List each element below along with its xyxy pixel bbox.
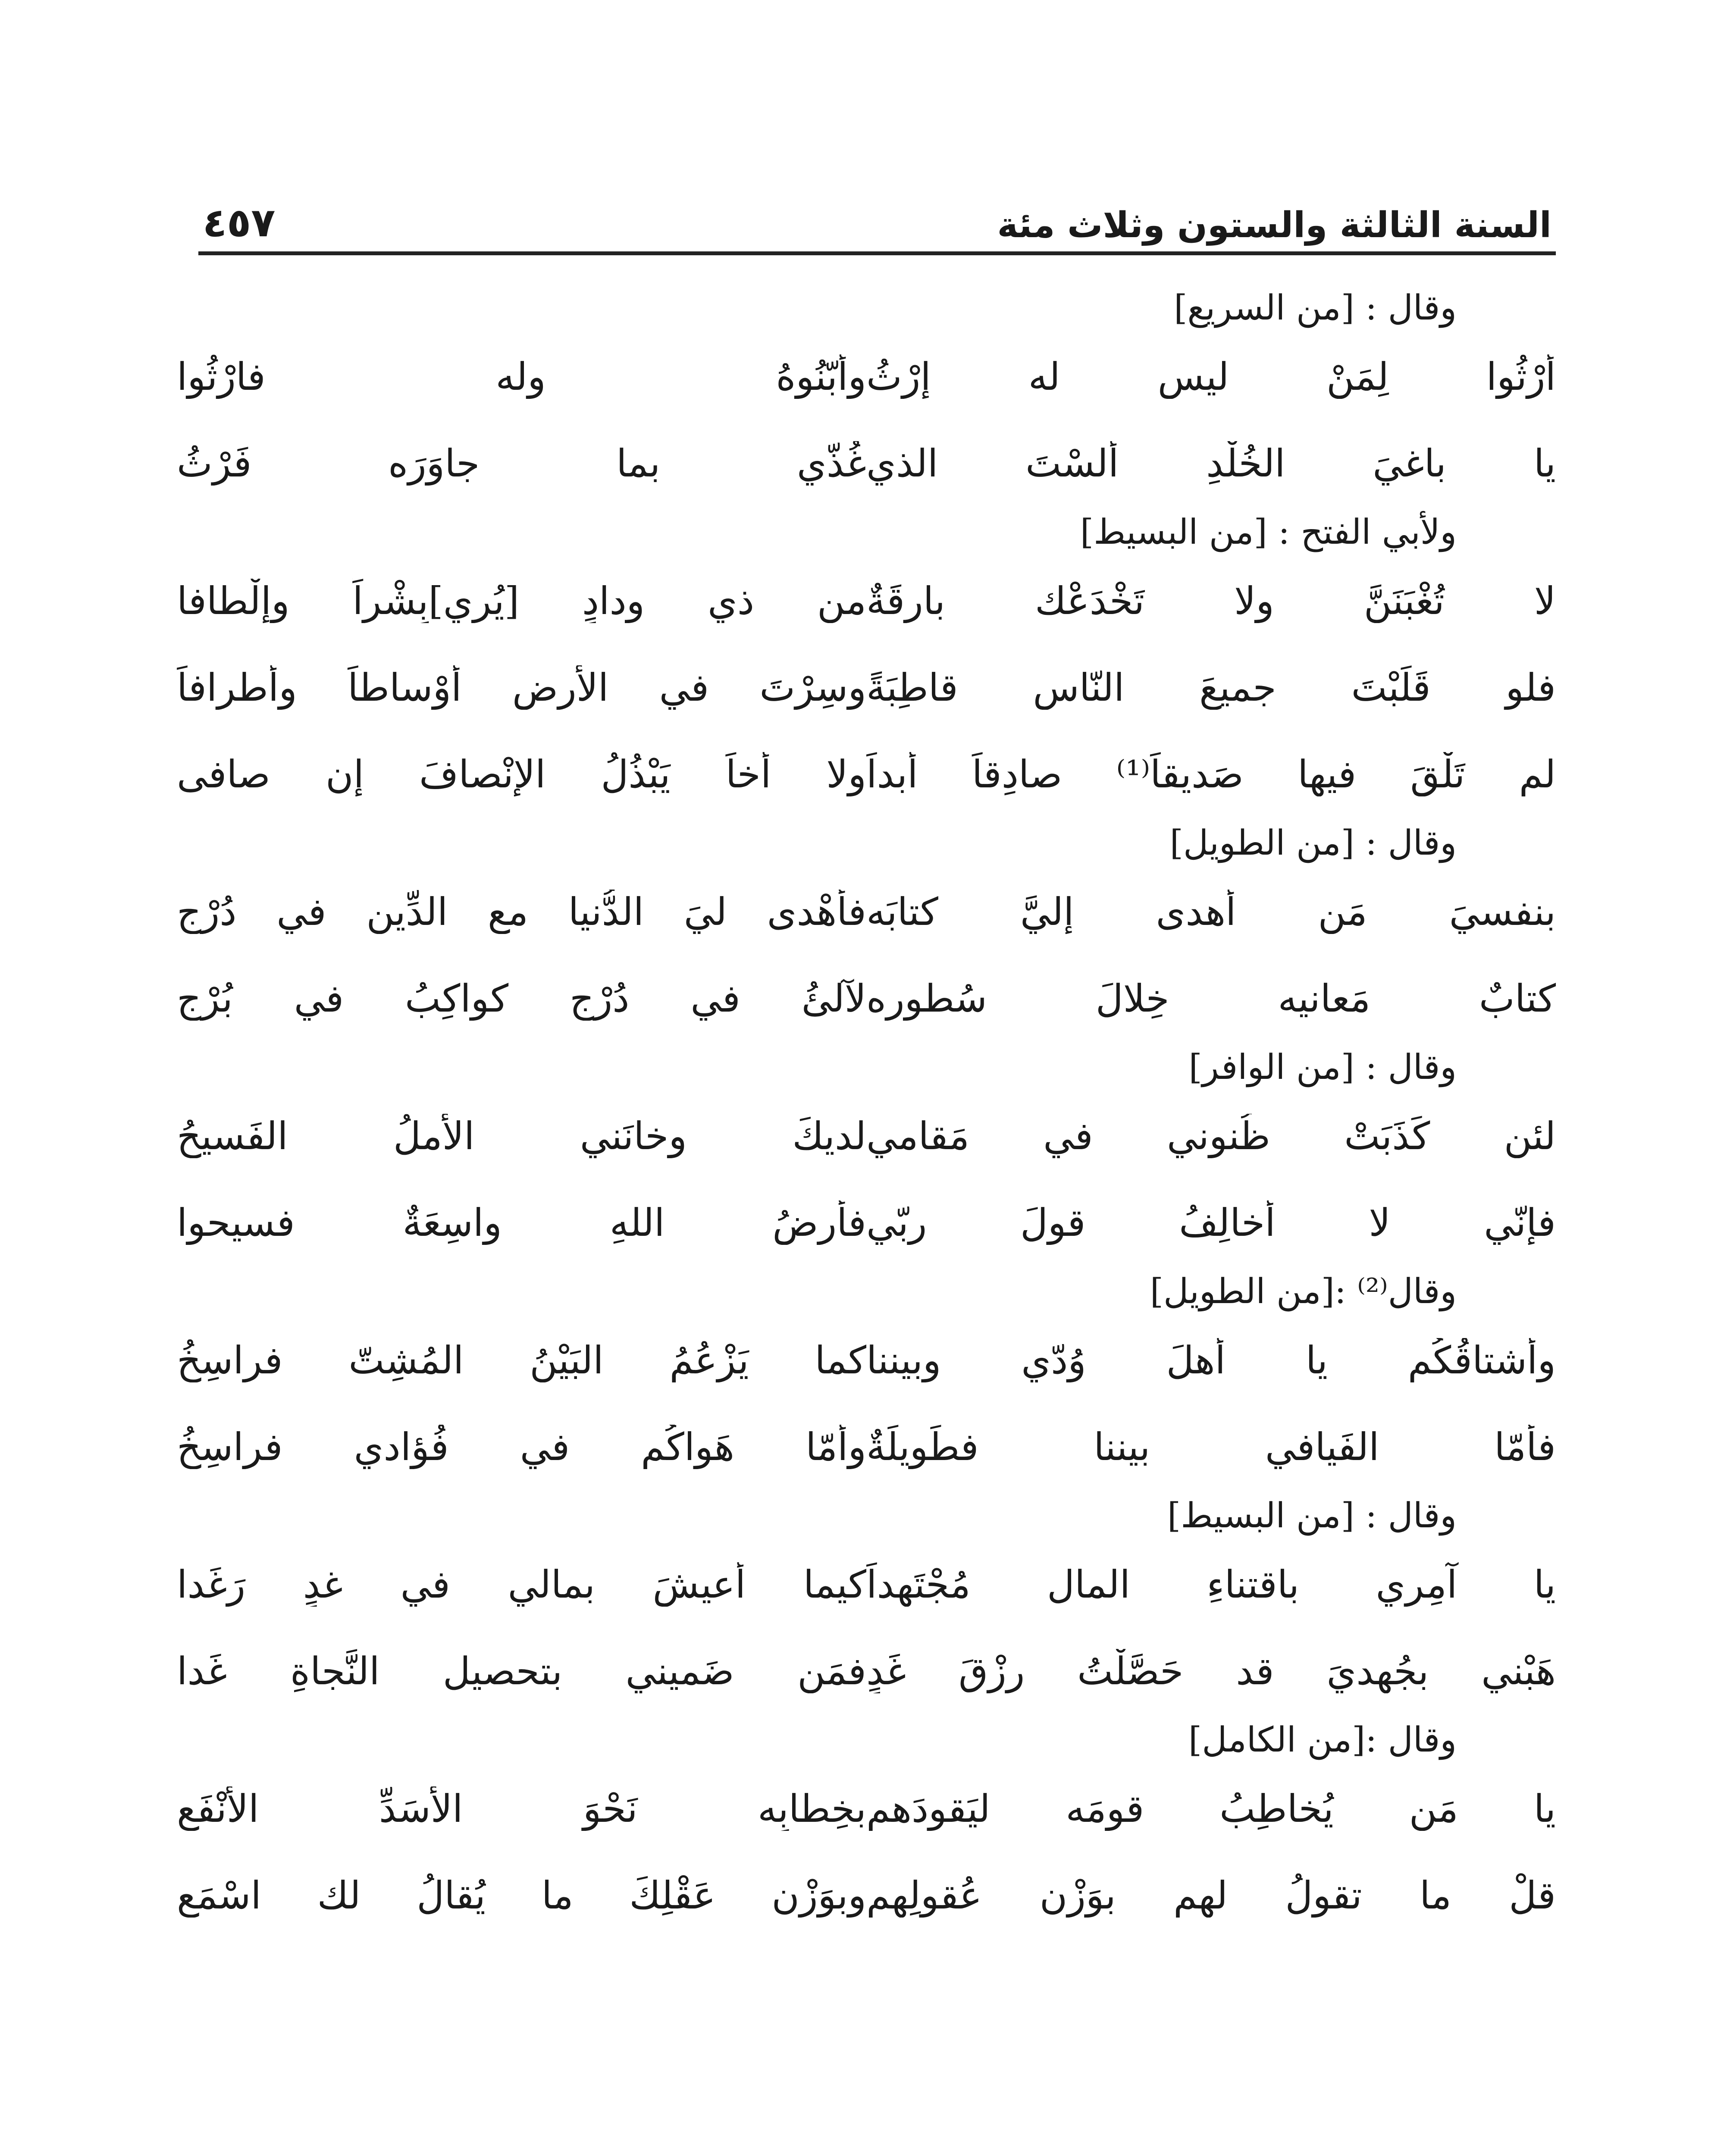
running-head [203,168,1552,246]
first-hemistich: أُرْثُوا لِمَنْ ليس له إرْثُ [866,354,1556,399]
second-hemistich: فأهْدى ليَ الدُّنيا مع الدِّينِ في دُرْجِ [177,890,866,934]
second-hemistich: وأبّنُوهُ وله فارْثُوا [177,354,866,399]
running-title: السنة الثالثة والستون وثلاث مئة [997,205,1552,246]
poem-section [177,507,1556,818]
first-hemistich: كتابٌ مَعانيه خِلالَ سُطورِه [866,976,1556,1021]
verse [177,955,1556,1042]
verse [177,420,1556,507]
first-hemistich: لا تُغْبَنَنَّ ولا تَخْدَعْك بارِقَةٌ [866,579,1556,623]
poem-section [177,282,1556,507]
second-hemistich: بخِطابِه نَحْوَ الأسَدِّ الأنْفَعِ [177,1786,866,1831]
first-hemistich: وأشتاقُكُم يا أهلَ وُدّي وبيننا [866,1338,1556,1382]
second-hemistich: من ذي وِدادٍ [يُري]بِشْراً وإلْطافا [177,579,866,623]
second-hemistich: فأرضُ اللهِ واسِعَةٌ فسيحوا [177,1200,866,1245]
first-hemistich: فإنّي لا أُخالِفُ قولَ ربّي [866,1200,1556,1245]
poem-section [177,1714,1556,1939]
section-intro: وقال :[من الكامل] [1188,1720,1457,1760]
first-hemistich: بنفسيَ مَن أهدى إليَّ كتابَه [866,890,1556,934]
second-hemistich: وبوَزْنِ عَقْلِكَ ما يُقالُ لك اسْمَعِ [177,1873,866,1918]
section-intro: وقال : [من البسيط] [1167,1495,1457,1536]
section-intro: وقال : [من الطويل] [1169,823,1457,863]
section-intro: وقال⁽²⁾ :[من الطويل] [1150,1271,1457,1311]
second-hemistich: لآلئُ في دُرْجٍ كواكِبُ في بُرْجِ [177,976,866,1021]
verse [177,1541,1556,1628]
section-intro: ولأبي الفتح : [من البسيط] [1080,512,1457,552]
second-hemistich: كما يَزْعُمُ البَيْنُ المُشِتّ فراسِخُ [177,1338,866,1382]
second-hemistich: غُذّي بما جاوَرَه فَرْثُ [177,441,866,486]
second-hemistich: وأمّا هَواكُم في فُؤادي فراسِخُ [177,1425,866,1469]
verse [177,558,1556,644]
first-hemistich: قلْ ما تقولُ لهم بوَزْنِ عُقولِهم [866,1873,1556,1918]
verse [177,1093,1556,1179]
section-intro: وقال : [من الوافر] [1188,1047,1457,1087]
verse [177,1179,1556,1266]
verse [177,1628,1556,1714]
verse [177,731,1556,818]
second-hemistich: فمَن ضَميني بتحصيلِ النَّجاةِ غَدا [177,1649,866,1693]
second-hemistich: كيما أعيشَ بمالي في غدٍ رَغَدا [177,1562,866,1607]
verse [177,644,1556,731]
second-hemistich: ولا أخاً يَبْذُلُ الإنْصافَ إن صافى [177,752,866,796]
first-hemistich: هَبْني بجُهديَ قد حَصَّلْتُ رِزْقَ غَدٍ [866,1649,1556,1693]
first-hemistich: فأمّا الفَيافي بيننا فطَويلَةٌ [866,1425,1556,1469]
second-hemistich: لديكَ وخانَني الأملُ الفَسيحُ [177,1114,866,1158]
verse [177,333,1556,420]
second-hemistich: وسِرْتَ في الأرضِ أوْساطاً وأطرافاً [177,665,866,710]
poem-section [177,1042,1556,1266]
verse [177,1852,1556,1939]
first-hemistich: يا باغيَ الخُلْدِ ألسْتَ الذي [866,441,1556,486]
verse [177,868,1556,955]
header-rule [198,251,1556,255]
page-number: ٤٥٧ [203,200,276,246]
poem-section [177,1490,1556,1714]
first-hemistich: لم تَلْقَ فيها صَديقاً⁽¹⁾ صادِقاً أبداً [866,752,1556,796]
poem-body [177,282,1556,1939]
first-hemistich: يا مَن يُخاطِبُ قومَه ليَقودَهم [866,1786,1556,1831]
first-hemistich: فلو قَلَبْتَ جميعَ النّاسِ قاطِبَةً [866,665,1556,710]
poem-section [177,818,1556,1042]
verse [177,1404,1556,1490]
poem-section [177,1266,1556,1490]
verse [177,1765,1556,1852]
verse [177,1317,1556,1404]
section-intro: وقال : [من السريع] [1174,288,1457,328]
first-hemistich: لئن كَذَبَتْ ظُنوني في مَقامي [866,1114,1556,1158]
first-hemistich: يا آمِري باقتناءِ المالِ مُجْتَهِداً [866,1562,1556,1607]
